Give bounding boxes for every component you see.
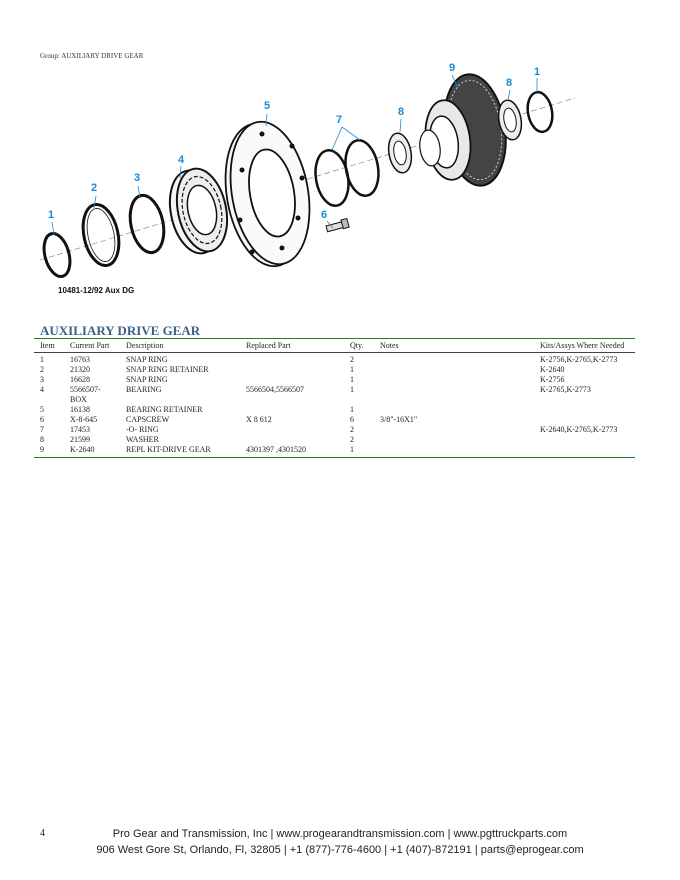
header-notes: Notes bbox=[380, 341, 399, 350]
header-qty: Qty. bbox=[350, 341, 364, 350]
cell-replaced-part bbox=[240, 405, 344, 415]
part-snap-ring-1 bbox=[40, 231, 75, 280]
cell-kits bbox=[534, 435, 635, 445]
cell-item: 3 bbox=[40, 375, 44, 384]
cell-qty: 2 bbox=[350, 425, 354, 434]
cell-item: 4 bbox=[40, 385, 44, 394]
cell-current-part: 21320 bbox=[70, 365, 90, 374]
cell-notes bbox=[374, 385, 534, 405]
callout-2: 2 bbox=[91, 182, 98, 194]
cell-kits bbox=[534, 405, 635, 415]
exploded-parts-diagram bbox=[30, 60, 630, 310]
table-row bbox=[34, 375, 635, 385]
header-item: Item bbox=[40, 341, 55, 350]
callout-5: 5 bbox=[264, 100, 271, 112]
part-capscrew bbox=[326, 218, 349, 231]
cell-item: 8 bbox=[40, 435, 44, 444]
header-current-part: Current Part bbox=[70, 341, 110, 350]
footer-company-line: Pro Gear and Transmission, Inc | www.progearandtransmission.com | www.pgttruckparts.com bbox=[112, 828, 568, 840]
table-body bbox=[34, 353, 635, 458]
page-number: 4 bbox=[40, 828, 45, 839]
table-row bbox=[34, 405, 635, 415]
cell-item: 6 bbox=[40, 415, 44, 424]
parts-table bbox=[34, 338, 635, 458]
cell-description: BEARING RETAINER bbox=[126, 405, 203, 414]
callout-1-right: 1 bbox=[534, 66, 541, 78]
cell-qty: 2 bbox=[350, 355, 354, 364]
cell-description: WASHER bbox=[126, 435, 159, 444]
cell-qty: 1 bbox=[350, 365, 354, 374]
cell-description: SNAP RING bbox=[126, 355, 168, 364]
part-bearing-retainer bbox=[215, 115, 320, 272]
callout-1-left: 1 bbox=[48, 209, 55, 221]
cell-replaced-part bbox=[240, 435, 344, 445]
cell-notes: 3/8"-16X1" bbox=[380, 415, 418, 424]
part-o-rings bbox=[311, 138, 382, 209]
diagram-caption: 10481-12/92 Aux DG bbox=[58, 286, 135, 295]
table-row bbox=[34, 385, 635, 405]
cell-qty: 1 bbox=[350, 445, 354, 454]
group-label: Group: AUXILIARY DRIVE GEAR bbox=[40, 52, 144, 60]
cell-kits: K-2765,K-2773 bbox=[540, 385, 591, 394]
cell-kits: K-2756,K-2765,K-2773 bbox=[540, 355, 618, 364]
cell-notes bbox=[374, 375, 534, 385]
cell-current-part: 16138 bbox=[70, 405, 90, 414]
cell-description: SNAP RING RETAINER bbox=[126, 365, 209, 374]
cell-item: 5 bbox=[40, 405, 44, 414]
cell-item: 7 bbox=[40, 425, 44, 434]
callout-7: 7 bbox=[336, 114, 343, 126]
cell-notes bbox=[374, 425, 534, 435]
section-title: AUXILIARY DRIVE GEAR bbox=[40, 323, 201, 338]
cell-qty: 2 bbox=[350, 435, 354, 444]
part-snap-ring-right bbox=[525, 90, 556, 134]
cell-kits bbox=[534, 445, 635, 457]
cell-current-part: 17453 bbox=[70, 425, 90, 434]
cell-kits bbox=[534, 415, 635, 425]
cell-description: SNAP RING bbox=[126, 375, 168, 384]
header-replaced-part: Replaced Part bbox=[246, 341, 291, 350]
cell-notes bbox=[374, 435, 534, 445]
callout-6: 6 bbox=[321, 209, 328, 221]
callout-8-right: 8 bbox=[506, 77, 513, 89]
table-row bbox=[34, 415, 635, 425]
cell-current-part: 21599 bbox=[70, 435, 90, 444]
callout-3: 3 bbox=[134, 172, 141, 184]
part-snap-ring-3 bbox=[125, 192, 168, 255]
part-bearing bbox=[163, 164, 234, 258]
cell-item: 2 bbox=[40, 365, 44, 374]
table-row bbox=[34, 365, 635, 375]
part-snap-ring-retainer bbox=[78, 201, 124, 269]
cell-description: CAPSCREW bbox=[126, 415, 170, 424]
cell-notes bbox=[374, 365, 534, 375]
cell-current-part: X-8-645 bbox=[70, 415, 98, 424]
cell-current-part: K-2640 bbox=[70, 445, 95, 454]
cell-notes bbox=[374, 353, 534, 366]
cell-replaced-part: 5566504,5566507 bbox=[246, 385, 304, 394]
part-drive-gear bbox=[418, 70, 513, 189]
cell-item: 9 bbox=[40, 445, 44, 454]
cell-description: BEARING bbox=[126, 385, 162, 394]
cell-kits: K-2756 bbox=[540, 375, 565, 384]
cell-kits: K-2640,K-2765,K-2773 bbox=[540, 425, 618, 434]
cell-qty: 1 bbox=[350, 405, 354, 414]
cell-description: REPL KIT-DRIVE GEAR bbox=[126, 445, 211, 454]
cell-kits: K-2640 bbox=[540, 365, 565, 374]
cell-replaced-part: X 8 612 bbox=[246, 415, 272, 424]
cell-qty: 1 bbox=[350, 385, 354, 394]
cell-replaced-part bbox=[240, 353, 344, 366]
callout-9: 9 bbox=[449, 62, 456, 74]
footer-address-line: 906 West Gore St, Orlando, Fl, 32805 | +1 (877)-776-4600 | +1 (407)-872191 | parts@eprogear.com bbox=[96, 844, 584, 856]
cell-qty: 1 bbox=[350, 375, 354, 384]
table-row bbox=[34, 435, 635, 445]
cell-replaced-part bbox=[240, 425, 344, 435]
part-washer-1 bbox=[386, 131, 415, 174]
table-row bbox=[34, 353, 635, 366]
table-row bbox=[34, 445, 635, 457]
cell-replaced-part bbox=[240, 375, 344, 385]
cell-current-part: 16763 bbox=[70, 355, 90, 364]
table-row bbox=[34, 425, 635, 435]
callout-4: 4 bbox=[178, 154, 185, 166]
cell-notes bbox=[374, 405, 534, 415]
table-bottom-rule bbox=[34, 457, 635, 458]
header-description: Description bbox=[126, 341, 164, 350]
cell-notes bbox=[374, 445, 534, 457]
footer bbox=[0, 826, 680, 858]
callout-8-left: 8 bbox=[398, 106, 405, 118]
cell-replaced-part: 4301397 ,4301520 bbox=[246, 445, 306, 454]
cell-current-part: 16628 bbox=[70, 375, 90, 384]
cell-qty: 6 bbox=[350, 415, 354, 424]
cell-description: -O- RING bbox=[126, 425, 159, 434]
table-header-row bbox=[34, 339, 635, 353]
cell-current-part: 5566507-BOX bbox=[70, 385, 101, 404]
header-kits: Kits/Assys Where Needed bbox=[540, 341, 625, 350]
cell-replaced-part bbox=[240, 365, 344, 375]
cell-item: 1 bbox=[40, 355, 44, 364]
